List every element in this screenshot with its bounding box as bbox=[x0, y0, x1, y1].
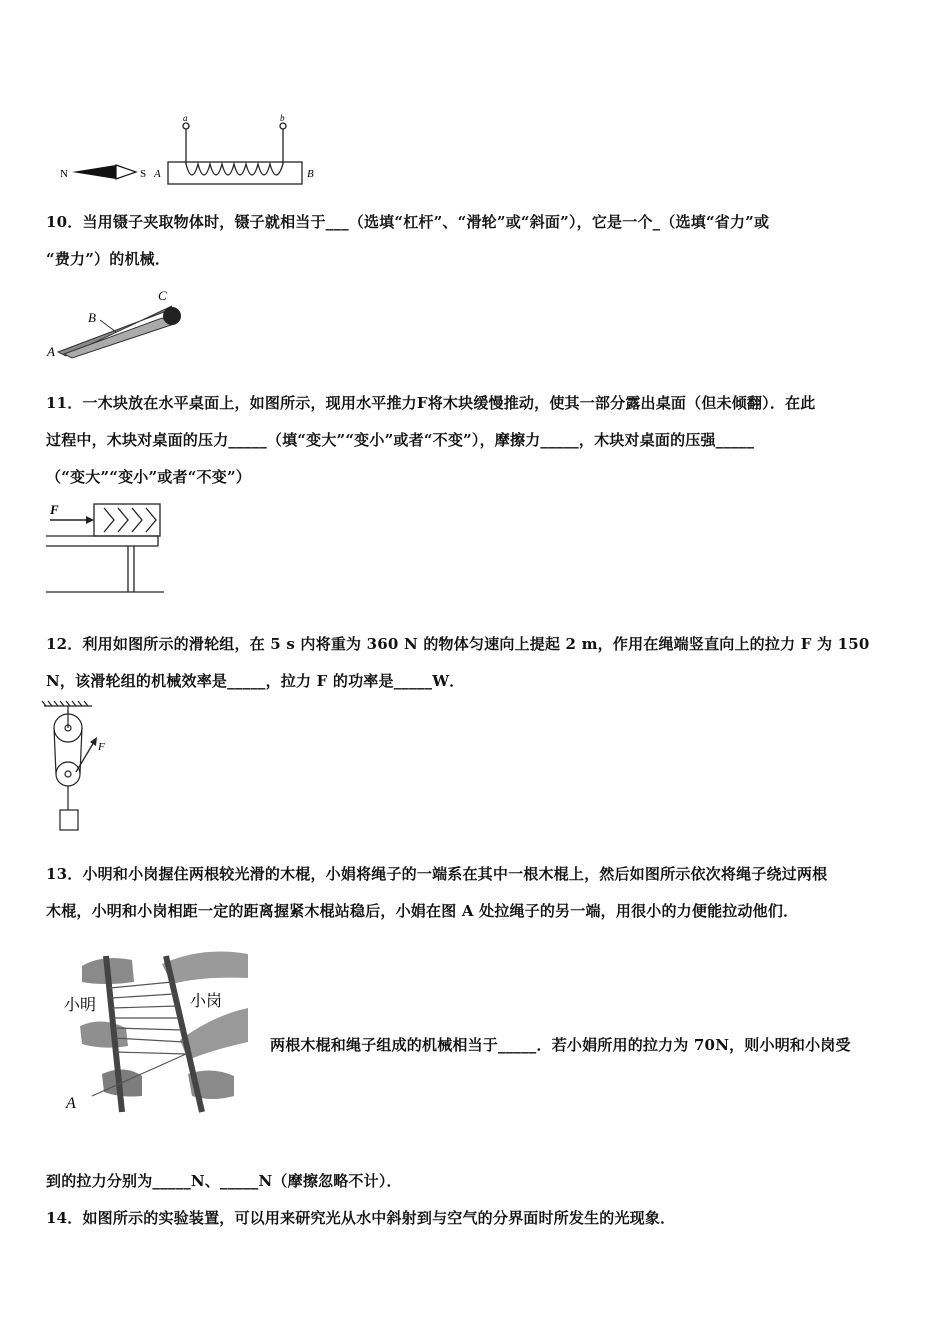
fig9-label-S: S bbox=[140, 168, 147, 180]
q14-line1: 14．如图所示的实验装置，可以用来研究光从水中斜射到与空气的分界面时所发生的光现象． bbox=[46, 1209, 676, 1227]
q13-line4: 到的拉力分别为_____N、_____N（摩擦忽略不计）． bbox=[46, 1172, 402, 1190]
photo-label-xiaogang: 小岗 bbox=[190, 993, 223, 1010]
tweezers-label-A: A bbox=[47, 344, 55, 359]
q13-line1: 13．小明和小岗握住两根较光滑的木棍，小娟将绳子的一端系在其中一根木棍上，然后如图所示依次将绳子绕过两根 bbox=[46, 865, 828, 883]
pulley-label-F: F bbox=[98, 741, 105, 753]
q10-line1: 10．当用镊子夹取物体时，镊子就相当于___（选填“杠杆”、“滑轮”或“斜面”），它是一个_（选填“省力”或 bbox=[46, 213, 770, 231]
fig9-label-B: B bbox=[307, 168, 314, 180]
q10-line2: “费力”）的机械． bbox=[46, 250, 171, 268]
fig9-label-A: A bbox=[154, 168, 161, 180]
q12-line2: N，该滑轮组的机械效率是_____，拉力 F 的功率是_____W． bbox=[46, 672, 465, 690]
q11-line1: 11．一木块放在水平桌面上，如图所示，现用水平推力F将木块缓慢推动，使其一部分露出桌面（但未倾翻）．在此 bbox=[46, 394, 816, 412]
fig9-label-a: a bbox=[183, 113, 188, 123]
q12-line1: 12．利用如图所示的滑轮组，在 5 s 内将重为 360 N 的物体匀速向上提起 2 m，作用在绳端竖直向上的拉力 F 为 150 bbox=[46, 635, 870, 653]
fig9-label-N: N bbox=[60, 168, 68, 180]
block-table-figure bbox=[46, 496, 166, 596]
pulley-figure bbox=[40, 700, 120, 835]
fig9-label-b: b bbox=[280, 113, 285, 123]
q13-line3: 两根木棍和绳子组成的机械相当于_____．若小娟所用的拉力为 70N，则小明和小岗受 bbox=[270, 1036, 851, 1054]
block-label-F: F bbox=[50, 502, 59, 517]
tweezers-label-B: B bbox=[88, 310, 96, 325]
q11-line2: 过程中，木块对桌面的压力_____（填“变大”“变小”或者“不变”），摩擦力_____，木块对桌面的压强_____ bbox=[46, 431, 755, 449]
q13-line2: 木棍，小明和小岗相距一定的距离握紧木棍站稳后，小娟在图 A 处拉绳子的另一端，用很小的力便能拉动他们． bbox=[46, 902, 799, 920]
photo-label-A: A bbox=[66, 1095, 76, 1112]
tweezers-figure bbox=[44, 284, 189, 364]
photo-label-xiaoming: 小明 bbox=[64, 997, 97, 1014]
solenoid-figure bbox=[58, 112, 328, 192]
sticks-rope-photo bbox=[62, 946, 252, 1116]
q11-line3: （“变大”“变小”或者“不变”） bbox=[46, 468, 251, 486]
tweezers-label-C: C bbox=[158, 288, 167, 303]
